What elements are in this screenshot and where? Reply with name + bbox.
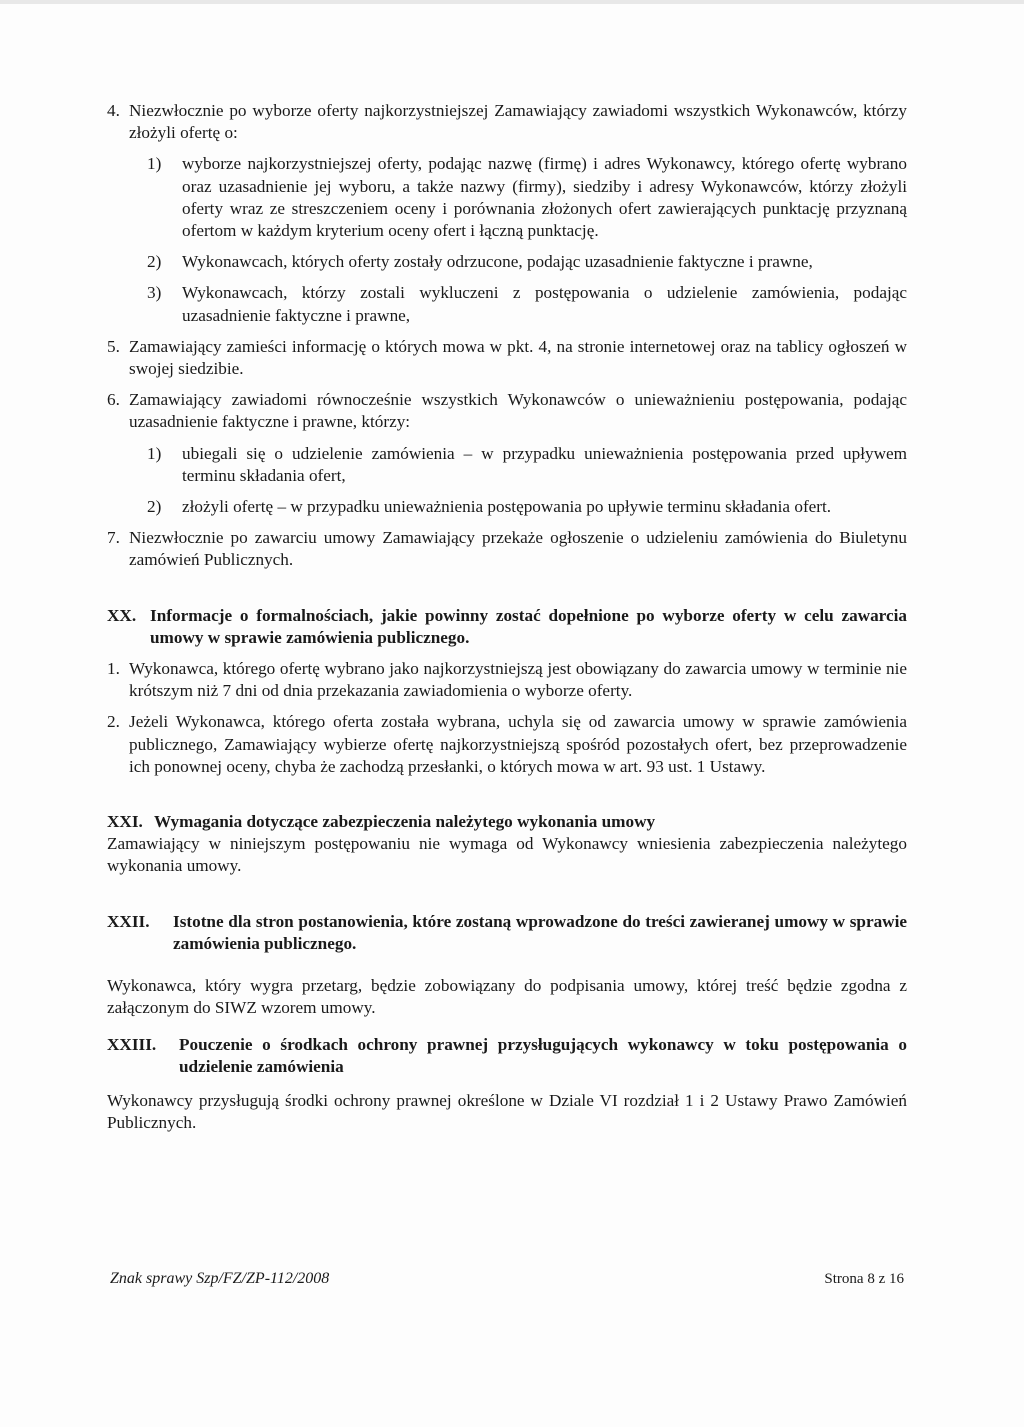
paragraph-number: 6. <box>107 390 120 410</box>
list-item-number: 1) <box>147 154 162 174</box>
section-title: Wymagania dotyczące zabezpieczenia należytego wykonania umowy <box>154 812 656 832</box>
list-item <box>107 282 907 326</box>
list-item-text: złożyli ofertę – w przypadku unieważnienia postępowania po upływie terminu składania ofert. <box>182 497 832 517</box>
section-xx-point-2 <box>107 711 907 778</box>
list-item-text: wyborze najkorzystniejszej oferty, podając nazwę (firmę) i adres Wykonawcy, którego ofertę wybrano oraz uzasadnienie jej wyboru, a także nazwy (firmy), siedziby i adresy Wykonawców, którzy złożyli oferty wraz ze streszczeniem oceny i porównania złożonych ofert zawierających punktację przyznaną ofertom w każdym kryterium oceny ofert i łączną punktację. <box>182 154 907 241</box>
paragraph-text: Wykonawca, którego ofertę wybrano jako najkorzystniejszą jest obowiązany do zawarcia umowy w terminie nie krótszym niż 7 dni od dnia przekazania zawiadomienia o wyborze oferty. <box>129 659 907 701</box>
paragraph-5 <box>107 336 907 380</box>
list-item <box>107 153 907 242</box>
list-item <box>107 251 907 273</box>
section-xxi-text: Zamawiający w niniejszym postępowaniu nie wymaga od Wykonawcy wniesienia zabezpieczenia należytego wykonania umowy. <box>107 834 907 876</box>
list-item-text: Wykonawcach, których oferty zostały odrzucone, podając uzasadnienie faktyczne i prawne, <box>182 252 813 272</box>
paragraph-text: Zamawiający zawiadomi równocześnie wszystkich Wykonawców o unieważnieniu postępowania, podając uzasadnienie faktyczne i prawne, którzy: <box>129 390 907 432</box>
section-xx-point-1 <box>107 658 907 702</box>
section-number: XXI. <box>107 812 143 832</box>
page-footer <box>110 1270 904 1288</box>
page-number: Strona 8 z 16 <box>824 1271 904 1287</box>
paragraph-7 <box>107 527 907 571</box>
list-item <box>107 496 907 518</box>
section-title: Informacje o formalnościach, jakie powinny zostać dopełnione po wyborze oferty w celu zawarcia umowy w sprawie zamówienia publicznego. <box>150 605 907 647</box>
paragraph-text: Jeżeli Wykonawca, którego oferta została wybrana, uchyla się od zawarcia umowy w sprawie zamówienia publicznego, Zamawiający wybierze ofertę najkorzystniejszą spośród pozostałych ofert, bez przeprowadzenie ich ponownej oceny, chyba że zachodzą przesłanki, o których mowa w art. 93 ust. 1 Ustawy. <box>129 712 907 776</box>
list-item-number: 2) <box>147 252 162 272</box>
paragraph-number: 7. <box>107 528 120 548</box>
section-heading-xxi <box>107 811 907 833</box>
paragraph-number: 5. <box>107 336 120 356</box>
paragraph-text: Zamawiający zamieści informację o których mowa w pkt. 4, na stronie internetowej oraz na tablicy ogłoszeń w swojej siedzibie. <box>129 336 907 379</box>
paragraph-number: 4. <box>107 101 120 120</box>
list-item-text: Wykonawcach, którzy zostali wykluczeni z postępowania o udzielenie zamówienia, podając uzasadnienie faktyczne i prawne, <box>182 283 907 325</box>
section-xxii-text: Wykonawca, który wygra przetarg, będzie zobowiązany do podpisania umowy, której treść będzie zgodna z załączonym do SIWZ wzorem umowy. <box>107 976 907 1018</box>
section-number: XXIII. <box>107 1034 157 1054</box>
document-body <box>107 100 907 1134</box>
list-item-number: 3) <box>147 283 162 303</box>
scan-edge <box>0 0 1024 4</box>
section-heading-xxii <box>107 911 907 955</box>
section-number: XX. <box>107 605 137 625</box>
list-item-text: ubiegali się o udzielenie zamówienia – w przypadku unieważnienia postępowania przed upływem terminu składania ofert, <box>182 443 907 485</box>
paragraph-text: Niezwłocznie po zawarciu umowy Zamawiający przekaże ogłoszenie o udzieleniu zamówienia do Biuletynu zamówień Publicznych. <box>129 528 907 570</box>
list-item-number: 2) <box>147 497 162 517</box>
paragraph-number: 2. <box>107 712 120 732</box>
case-reference: Znak sprawy Szp/FZ/ZP-112/2008 <box>110 1270 330 1287</box>
paragraph-text: Niezwłocznie po wyborze oferty najkorzystniejszej Zamawiający zawiadomi wszystkich Wykonawców, którzy złożyli ofertę o: <box>129 101 907 143</box>
paragraph-number: 1. <box>107 659 120 679</box>
list-item <box>107 443 907 487</box>
section-heading-xxiii <box>107 1034 907 1078</box>
paragraph-4 <box>107 100 907 144</box>
section-heading-xx <box>107 605 907 649</box>
section-title: Pouczenie o środkach ochrony prawnej przysługujących wykonawcy w toku postępowania o udzielenie zamówienia <box>179 1034 907 1076</box>
paragraph-6 <box>107 389 907 433</box>
section-title: Istotne dla stron postanowienia, które zostaną wprowadzone do treści zawieranej umowy w sprawie zamówienia publicznego. <box>173 911 907 953</box>
section-xxiii-text: Wykonawcy przysługują środki ochrony prawnej określone w Dziale VI rozdział 1 i 2 Ustawy Prawo Zamówień Publicznych. <box>107 1090 907 1133</box>
list-item-number: 1) <box>147 443 162 463</box>
section-number: XXII. <box>107 911 150 931</box>
